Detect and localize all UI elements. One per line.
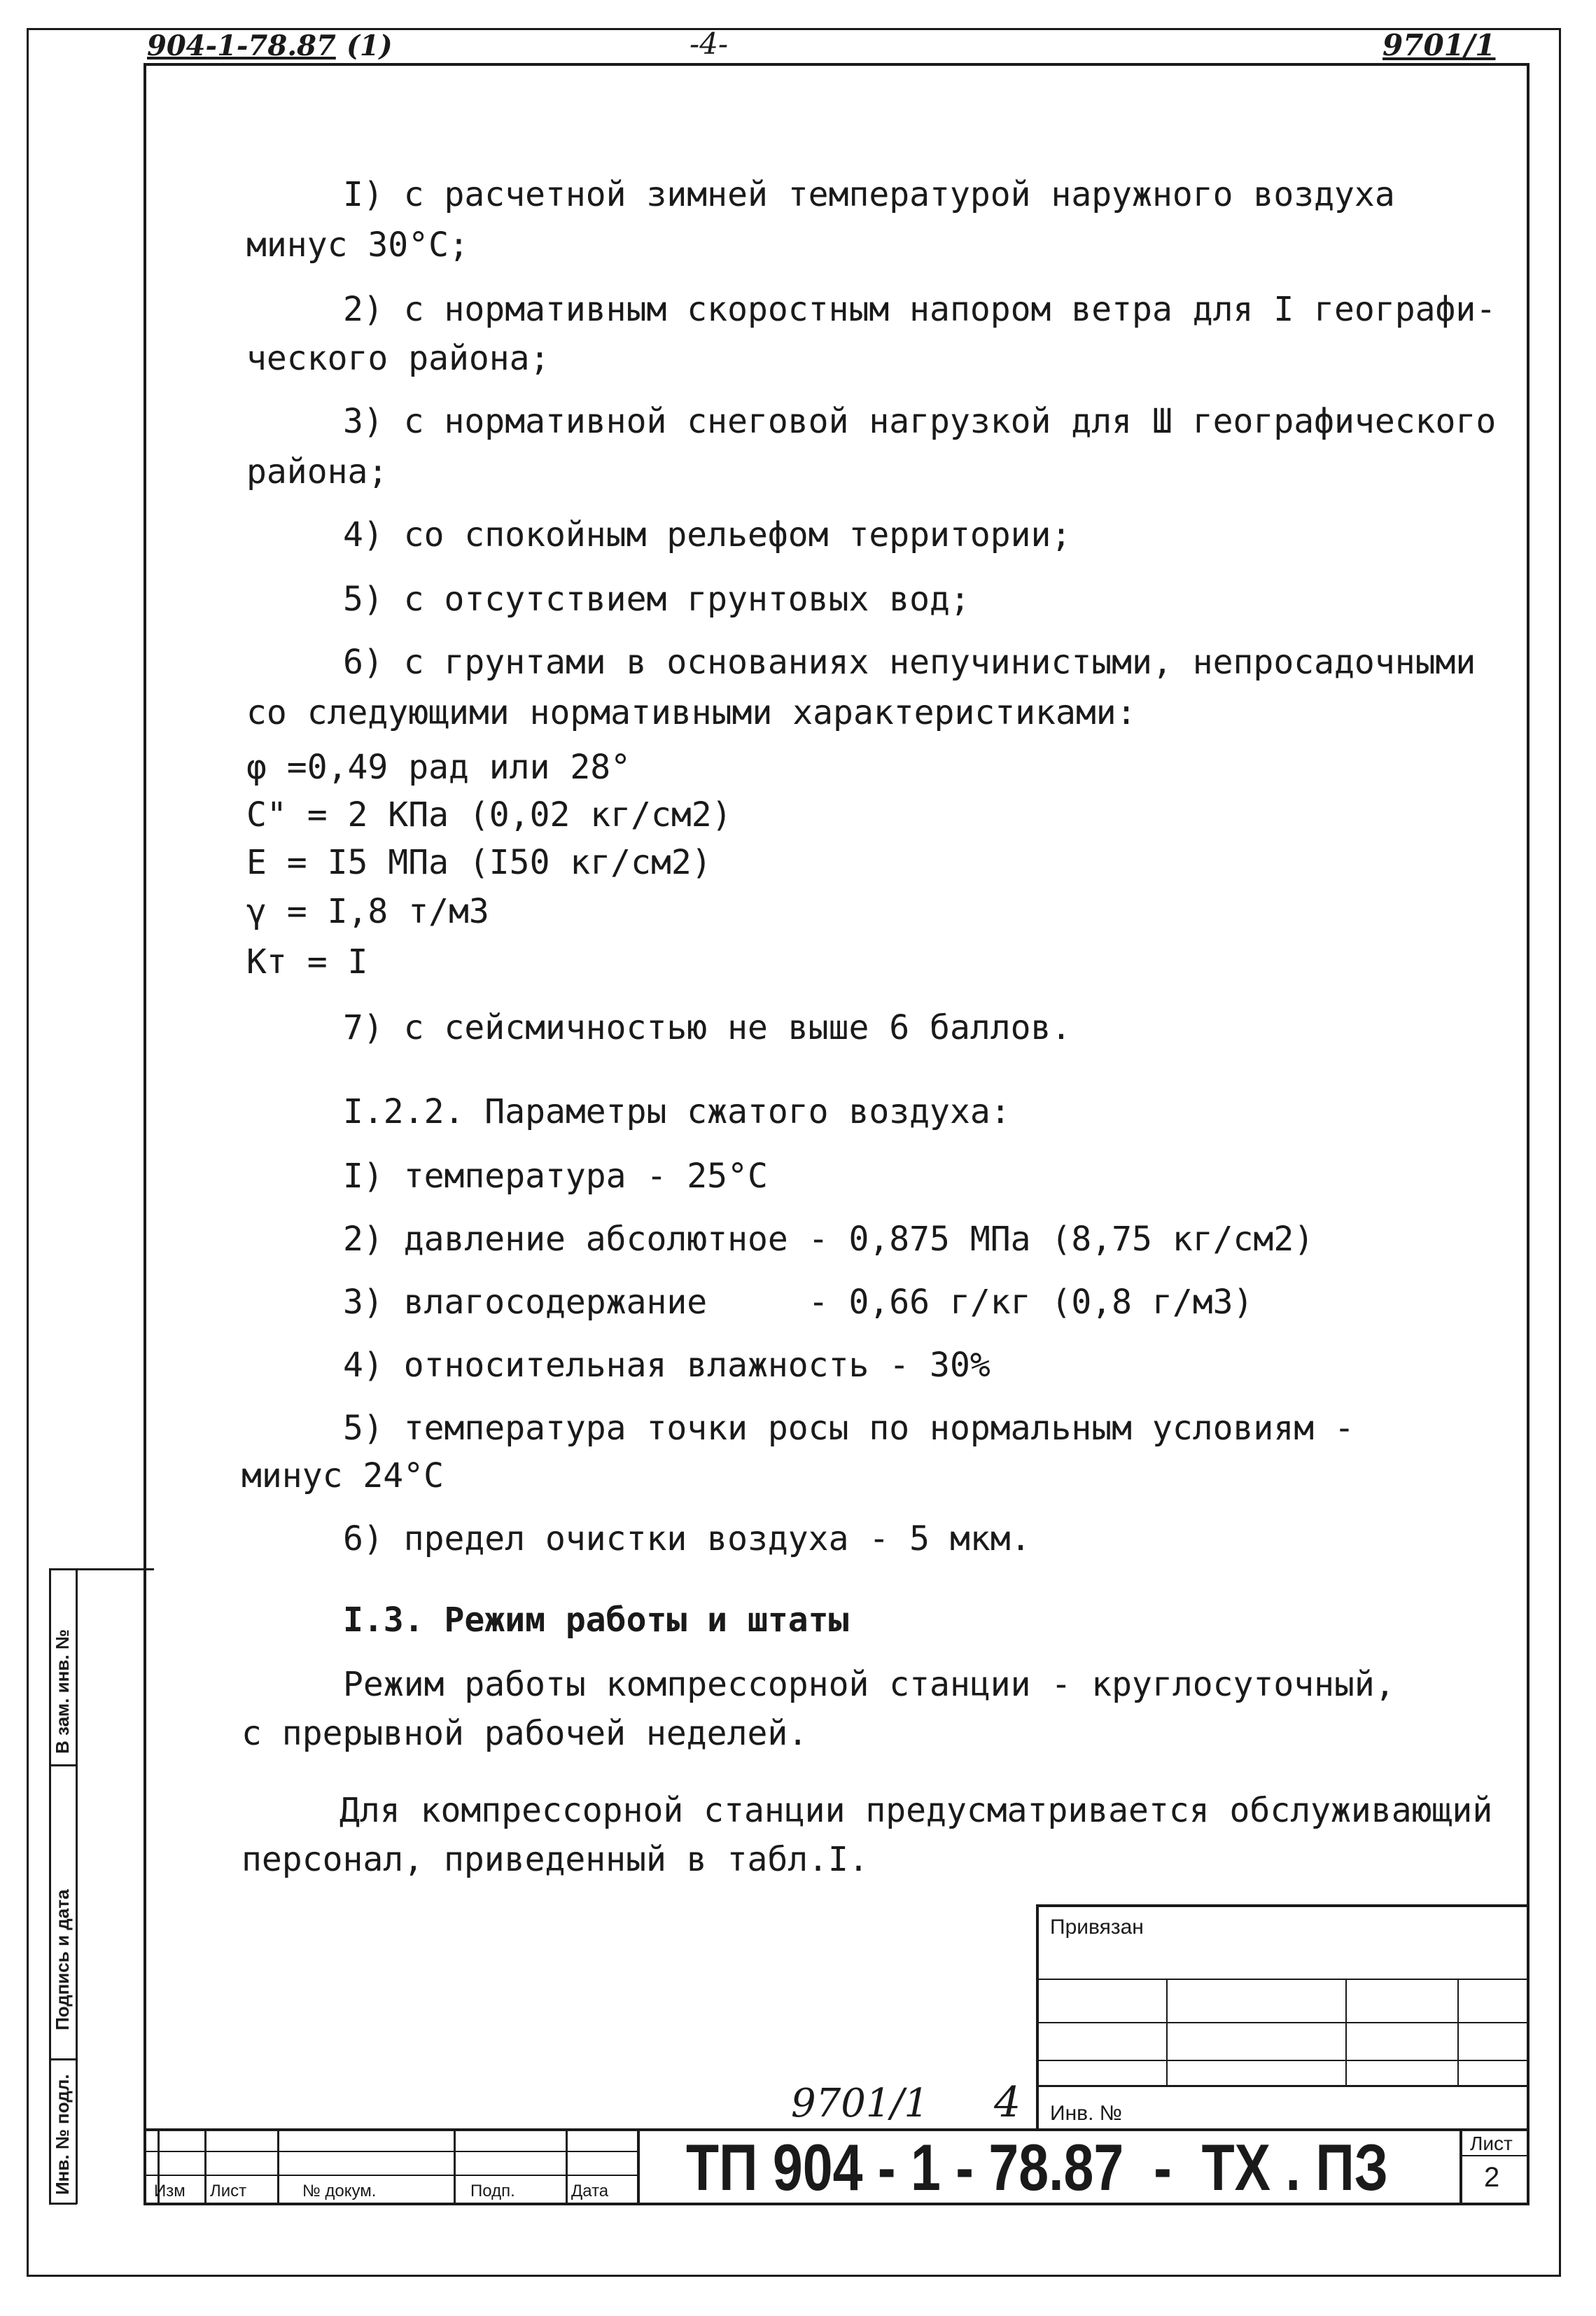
body-line: φ =0,49 рад или 28°: [246, 748, 631, 787]
body-line: Режим работы компрессорной станции - круглосуточный,: [343, 1665, 1395, 1704]
body-line: 5) температура точки росы по нормальным условиям -: [343, 1409, 1354, 1448]
side-inv-orig-label: Инв. № подл.: [52, 2074, 73, 2195]
body-line: 2) с нормативным скоростным напором ветра для I географи-: [343, 290, 1497, 329]
body-line: 4) относительная влажность - 30%: [343, 1346, 990, 1385]
body-line: с прерывной рабочей неделей.: [241, 1714, 808, 1753]
binding-inv-label: Инв. №: [1050, 2102, 1122, 2125]
binding-title: Привязан: [1050, 1916, 1144, 1939]
header-left-code: 904-1-78.87: [147, 29, 336, 62]
side-inv-replace-label: В зам. инв. №: [52, 1629, 73, 1754]
col-label-sign: Подп.: [470, 2182, 515, 2200]
body-line: Для компрессорной станции предусматривается обслуживающий: [340, 1791, 1493, 1830]
doc-code: ТП 904 - 1 - 78.87 - ТХ . ПЗ: [686, 2130, 1389, 2204]
col-label-date: Дата: [571, 2182, 609, 2200]
body-line: 4) со спокойным рельефом территории;: [343, 515, 1072, 554]
body-line: района;: [246, 452, 388, 491]
body-line: Е = I5 МПа (I50 кг/см2): [246, 843, 712, 882]
body-line: Кт = I: [246, 942, 368, 982]
handwritten-code: 9701/1: [791, 2081, 930, 2126]
body-line: 2) давление абсолютное - 0,875 МПа (8,75 кг/см2): [343, 1220, 1315, 1259]
header-left-mark: (1): [346, 29, 393, 62]
header-page-center: -4-: [690, 27, 729, 61]
body-line: 3) с нормативной снеговой нагрузкой для Ш географического: [343, 402, 1497, 441]
body-line: со следующими нормативными характеристиками:: [246, 693, 1137, 732]
header-right-code: 9701/1: [1382, 28, 1496, 62]
body-line: I) с расчетной зимней температурой наружного воздуха: [343, 175, 1395, 214]
handwritten-page: 4: [994, 2078, 1021, 2127]
body-line: минус 24°С: [241, 1456, 444, 1495]
body-line: персонал, приведенный в табл.I.: [241, 1840, 869, 1879]
inner-frame: [144, 63, 1530, 2205]
sheet-label: Лист: [1470, 2133, 1513, 2154]
body-line: С" = 2 КПа (0,02 кг/см2): [246, 795, 732, 835]
sheet-number: 2: [1484, 2162, 1500, 2193]
body-line: минус 30°С;: [246, 225, 469, 265]
body-line: ческого района;: [246, 339, 550, 378]
body-line: 6) с грунтами в основаниях непучинистыми, непросадочными: [343, 643, 1476, 682]
body-line: I.2.2. Параметры сжатого воздуха:: [343, 1092, 1011, 1131]
body-line: 3) влагосодержание - 0,66 г/кг (0,8 г/м3): [343, 1283, 1254, 1322]
body-line: I) температура - 25°С: [343, 1157, 768, 1196]
body-line: γ = I,8 т/м3: [246, 892, 489, 931]
col-label-list: Лист: [210, 2182, 247, 2200]
section-heading: I.3. Режим работы и штаты: [343, 1600, 849, 1640]
col-label-izm: Изм: [154, 2182, 186, 2200]
body-line: 6) предел очистки воздуха - 5 мкм.: [343, 1519, 1031, 1558]
col-label-doc: № докум.: [302, 2182, 377, 2200]
body-line: 7) с сейсмичностью не выше 6 баллов.: [343, 1008, 1072, 1047]
body-line: 5) с отсутствием грунтовых вод;: [343, 580, 970, 619]
side-sign-date-label: Подпись и дата: [52, 1889, 73, 2030]
